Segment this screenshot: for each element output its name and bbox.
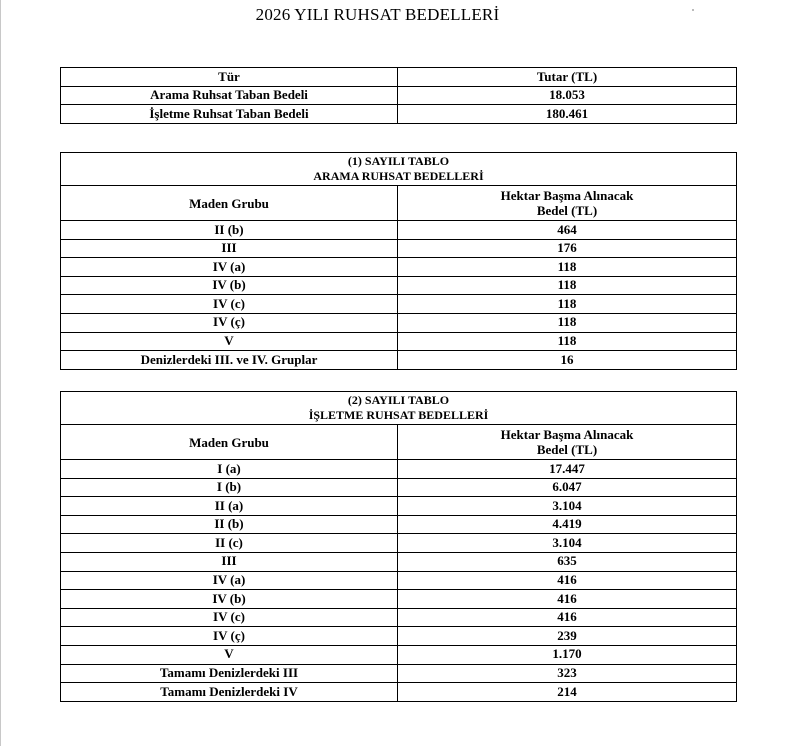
table-row bbox=[61, 351, 737, 370]
fee-value: 416 bbox=[398, 590, 737, 609]
page-left-border bbox=[0, 0, 1, 746]
fee-value: 118 bbox=[398, 332, 737, 351]
table-caption bbox=[61, 392, 737, 425]
table-title: İŞLETME RUHSAT BEDELLERİ bbox=[308, 408, 489, 422]
table-row bbox=[61, 332, 737, 351]
fee-value: 16 bbox=[398, 351, 737, 370]
mine-group: II (a) bbox=[61, 497, 398, 516]
row-label: Arama Ruhsat Taban Bedeli bbox=[61, 86, 398, 105]
mine-group: Tamamı Denizlerdeki III bbox=[61, 664, 398, 683]
table-row bbox=[61, 478, 737, 497]
fee-value: 635 bbox=[398, 552, 737, 571]
header-line: Hektar Başma Alınacak bbox=[500, 188, 634, 203]
table-row bbox=[61, 105, 737, 124]
mine-group: IV (ç) bbox=[61, 313, 398, 332]
mine-group: IV (b) bbox=[61, 590, 398, 609]
column-header-type: Tür bbox=[61, 68, 398, 87]
fee-value: 3.104 bbox=[398, 534, 737, 553]
column-header-fee bbox=[398, 186, 737, 221]
column-header-mine-group: Maden Grubu bbox=[61, 425, 398, 460]
table-row bbox=[61, 571, 737, 590]
mine-group: I (b) bbox=[61, 478, 398, 497]
table-row bbox=[61, 534, 737, 553]
mine-group: III bbox=[61, 552, 398, 571]
table-row bbox=[61, 515, 737, 534]
mine-group: IV (a) bbox=[61, 258, 398, 277]
table-row bbox=[61, 86, 737, 105]
table-row bbox=[61, 683, 737, 702]
table-row bbox=[61, 590, 737, 609]
mine-group: I (a) bbox=[61, 460, 398, 479]
column-header-mine-group: Maden Grubu bbox=[61, 186, 398, 221]
table-row bbox=[61, 239, 737, 258]
fee-value: 1.170 bbox=[398, 645, 737, 664]
table-row bbox=[61, 497, 737, 516]
mine-group: IV (b) bbox=[61, 276, 398, 295]
fee-value: 176 bbox=[398, 239, 737, 258]
table-row bbox=[61, 295, 737, 314]
table-caption-row bbox=[61, 392, 737, 425]
table-caption-row bbox=[61, 153, 737, 186]
mine-group: V bbox=[61, 332, 398, 351]
fee-value: 214 bbox=[398, 683, 737, 702]
summary-table bbox=[60, 67, 737, 124]
table-header-row bbox=[61, 425, 737, 460]
table-row bbox=[61, 221, 737, 240]
fee-value: 323 bbox=[398, 664, 737, 683]
table-number: (1) SAYILI TABLO bbox=[347, 154, 450, 168]
table-number: (2) SAYILI TABLO bbox=[347, 393, 450, 407]
fee-value: 239 bbox=[398, 627, 737, 646]
table-row bbox=[61, 552, 737, 571]
column-header-amount: Tutar (TL) bbox=[398, 68, 737, 87]
fee-value: 416 bbox=[398, 608, 737, 627]
fee-value: 6.047 bbox=[398, 478, 737, 497]
table-title: ARAMA RUHSAT BEDELLERİ bbox=[313, 169, 484, 183]
fee-value: 3.104 bbox=[398, 497, 737, 516]
column-header-fee bbox=[398, 425, 737, 460]
fee-value: 118 bbox=[398, 313, 737, 332]
fee-value: 464 bbox=[398, 221, 737, 240]
page-title: 2026 YILI RUHSAT BEDELLERİ bbox=[255, 5, 500, 24]
fee-value: 17.447 bbox=[398, 460, 737, 479]
table-row bbox=[61, 608, 737, 627]
table-row bbox=[61, 313, 737, 332]
table-row bbox=[61, 645, 737, 664]
table-row bbox=[61, 276, 737, 295]
operation-fees-table bbox=[60, 391, 737, 702]
mine-group: IV (a) bbox=[61, 571, 398, 590]
row-value: 180.461 bbox=[398, 105, 737, 124]
fee-value: 118 bbox=[398, 258, 737, 277]
mine-group: IV (c) bbox=[61, 295, 398, 314]
mine-group: II (b) bbox=[61, 221, 398, 240]
mine-group: Tamamı Denizlerdeki IV bbox=[61, 683, 398, 702]
mine-group: IV (ç) bbox=[61, 627, 398, 646]
table-caption bbox=[61, 153, 737, 186]
mine-group: II (c) bbox=[61, 534, 398, 553]
stray-mark bbox=[692, 9, 694, 11]
mine-group: III bbox=[61, 239, 398, 258]
table-row bbox=[61, 258, 737, 277]
header-line: Bedel (TL) bbox=[536, 203, 598, 218]
mine-group: V bbox=[61, 645, 398, 664]
fee-value: 4.419 bbox=[398, 515, 737, 534]
header-line: Hektar Başma Alınacak bbox=[500, 427, 634, 442]
mine-group: IV (c) bbox=[61, 608, 398, 627]
mine-group: Denizlerdeki III. ve IV. Gruplar bbox=[61, 351, 398, 370]
table-header-row bbox=[61, 186, 737, 221]
row-value: 18.053 bbox=[398, 86, 737, 105]
exploration-fees-table bbox=[60, 152, 737, 370]
fee-value: 118 bbox=[398, 276, 737, 295]
table-row bbox=[61, 627, 737, 646]
fee-value: 118 bbox=[398, 295, 737, 314]
table-row bbox=[61, 664, 737, 683]
table-row bbox=[61, 460, 737, 479]
row-label: İşletme Ruhsat Taban Bedeli bbox=[61, 105, 398, 124]
summary-table-header-row bbox=[61, 68, 737, 87]
header-line: Bedel (TL) bbox=[536, 442, 598, 457]
mine-group: II (b) bbox=[61, 515, 398, 534]
fee-value: 416 bbox=[398, 571, 737, 590]
